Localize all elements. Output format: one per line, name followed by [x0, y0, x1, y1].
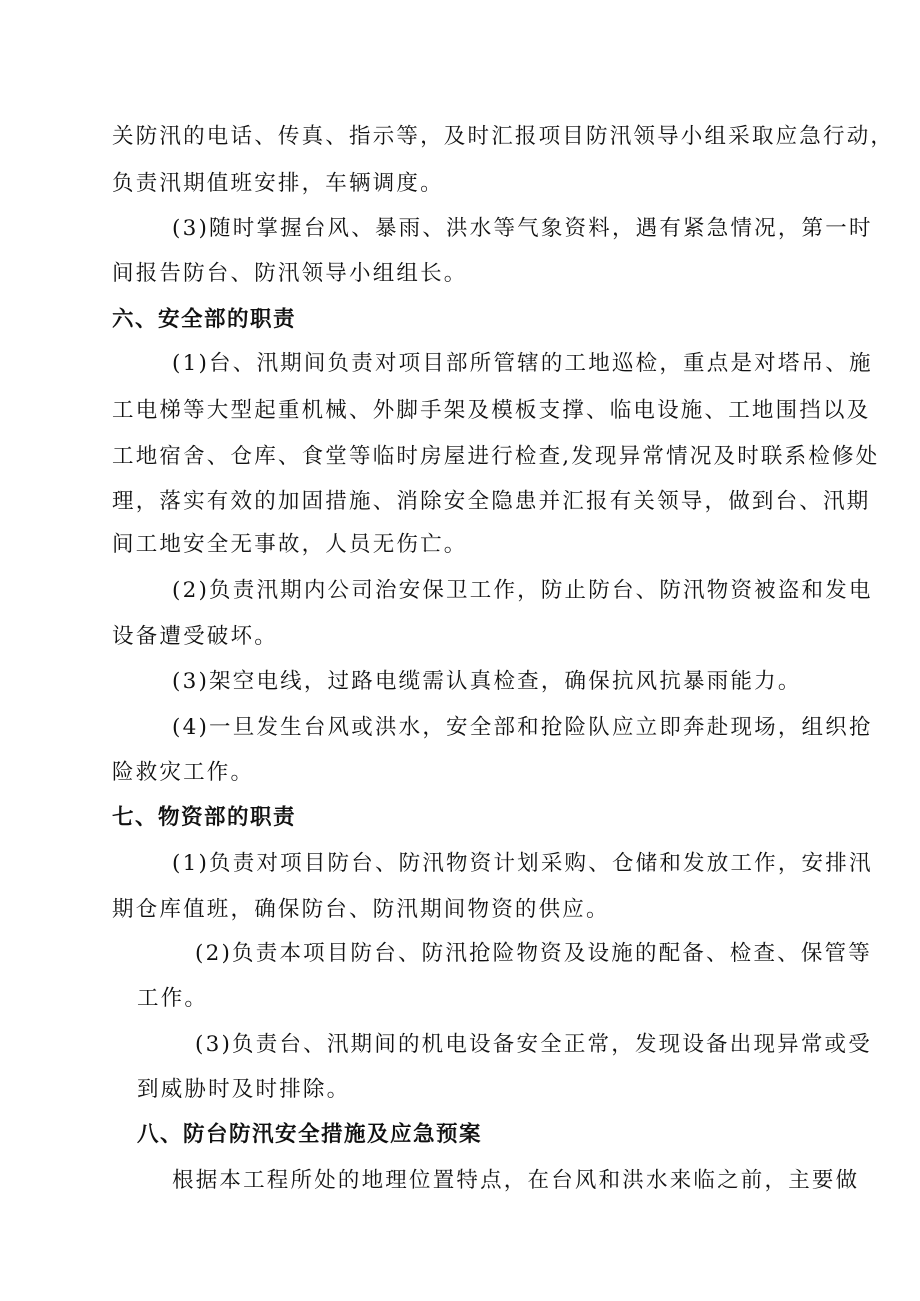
paragraph-line: (3)架空电线，过路电缆需认真检查，确保抗风抗暴雨能力。 — [172, 669, 802, 694]
paragraph-line: 工地宿舍、仓库、食堂等临时房屋进行检查,发现异常情况及时联系检修处 — [112, 444, 880, 469]
paragraph-line: (2)负责汛期内公司治安保卫工作，防止防台、防汛物资被盗和发电 — [172, 578, 873, 603]
section-heading-6: 六、安全部的职责 — [112, 307, 297, 332]
paragraph-line: (3)负责台、汛期间的机电设备安全正常，发现设备出现异常或受 — [195, 1032, 872, 1057]
paragraph-line: 关防汛的电话、传真、指示等，及时汇报项目防汛领导小组采取应急行动， — [112, 124, 895, 149]
section-heading-7: 七、物资部的职责 — [112, 805, 297, 830]
paragraph-line: 理，落实有效的加固措施、消除安全隐患并汇报有关领导，做到台、汛期 — [112, 489, 871, 514]
paragraph-line: 设备遭受破坏。 — [112, 624, 278, 649]
paragraph-line: (1)负责对项目防台、防汛物资计划采购、仓储和发放工作，安排汛 — [172, 851, 873, 876]
paragraph-line: (4)一旦发生台风或洪水，安全部和抢险队应立即奔赴现场，组织抢 — [172, 715, 873, 740]
paragraph-line: (1)台、汛期间负责对项目部所管辖的工地巡检，重点是对塔吊、施 — [172, 351, 873, 376]
paragraph-line: 到威胁时及时排除。 — [137, 1077, 351, 1102]
paragraph-line: (3)随时掌握台风、暴雨、洪水等气象资料，遇有紧急情况，第一时 — [172, 216, 873, 241]
paragraph-line: (2)负责本项目防台、防汛抢险物资及设施的配备、检查、保管等 — [195, 941, 872, 966]
paragraph-line: 工作。 — [137, 986, 209, 1011]
paragraph-line: 根据本工程所处的地理位置特点，在台风和洪水来临之前，主要做 — [172, 1168, 860, 1193]
section-heading-8: 八、防台防汛安全措施及应急预案 — [137, 1122, 483, 1147]
paragraph-line: 工电梯等大型起重机械、外脚手架及模板支撑、临电设施、工地围挡以及 — [112, 398, 871, 423]
paragraph-line: 险救灾工作。 — [112, 760, 255, 785]
paragraph-line: 负责汛期值班安排，车辆调度。 — [112, 171, 444, 196]
paragraph-line: 间报告防台、防汛领导小组组长。 — [112, 261, 468, 286]
paragraph-line: 间工地安全无事故，人员无伤亡。 — [112, 532, 468, 557]
paragraph-line: 期仓库值班，确保防台、防汛期间物资的供应。 — [112, 897, 610, 922]
